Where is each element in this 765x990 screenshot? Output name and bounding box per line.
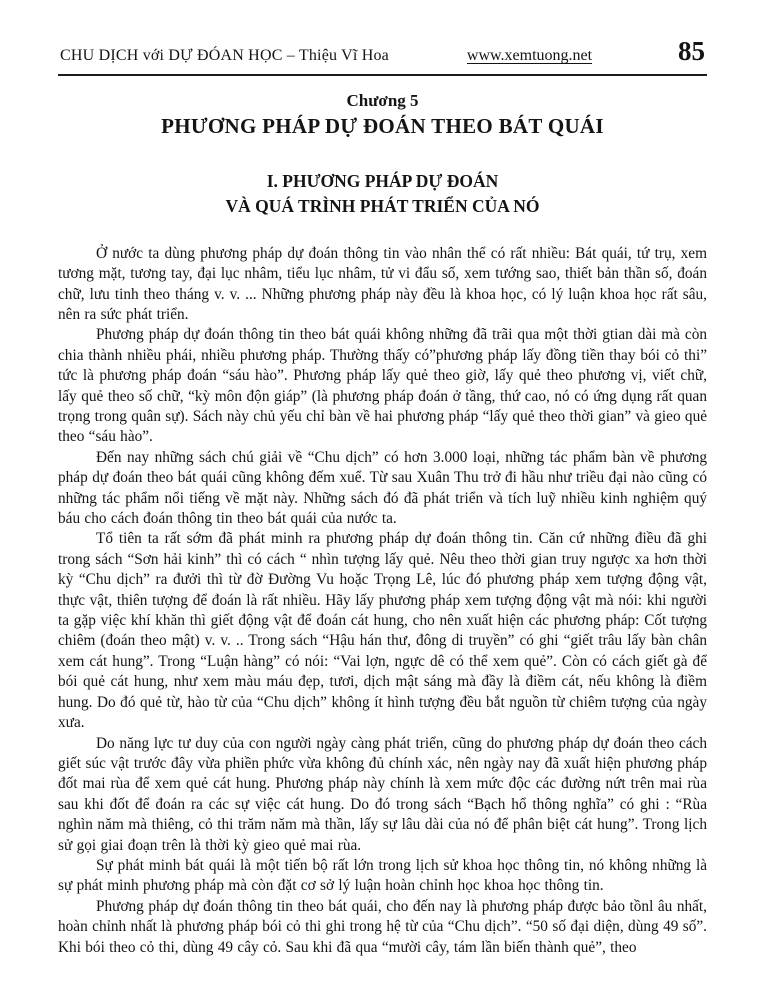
body-text [58,244,707,958]
page-header [58,38,707,65]
section-title-line2: VÀ QUÁ TRÌNH PHÁT TRIỂN CỦA NÓ [225,196,540,217]
paragraph: Đến nay những sách chú giải về “Chu dịch” có hơn 3.000 loại, những tác phẩm bàn về phương pháp dự đoán theo bát quái cũng không đếm xuể. Từ sau Xuân Thu trở đi hầu như triều đại nào cũng có những tác phẩm nổi tiếng về mặt này. Những sách đó đã phát triển và tích luỹ nhiều kinh nghiệm quý báu cho cách đoán thông tin theo bát quái của nước ta. [58,448,707,528]
chapter-label: Chương 5 [346,91,419,110]
paragraph: Ở nước ta dùng phương pháp dự đoán thông tin vào nhân thể có rất nhiều: Bát quái, tứ trụ, xem tương mặt, tương tay, đại lục nhâm, tiểu lục nhâm, tử vi đẩu số, xem tướng sao, thiết bản thần số, đoán chữ, lưu tinh theo tháng v. v. ... Những phương pháp này đều là khoa học, có lý luận khoa học rất sâu, nên ra sức phát triển. [58,244,707,323]
chapter-title: PHƯƠNG PHÁP DỰ ĐOÁN THEO BÁT QUÁI [161,114,604,138]
page-number: 85 [677,36,705,66]
header-rule [58,74,707,76]
paragraph: Tổ tiên ta rất sớm đã phát minh ra phương pháp dự đoán thông tin. Căn cứ những điều đã ghi trong sách “Sơn hải kinh” thì có cách “ nhìn tượng lấy quẻ. Nêu theo thời gian truy ngược xa hơn thời kỳ “Chu dịch” ra đưởi thì từ đờ Đường Vu hoặc Trọng Lê, lúc đó phương pháp xem tượng động vật, thực vật, thiên tượng để đoán là rất nhiều. Hãy lấy phương pháp xem tượng động vật mà nói: khi người ta gặp việc khí khăn thì giết động vật để đoán cát hung, cho nên xuất hiện các phương pháp: Cốt tượng chiêm (đoán theo mật) v. v. .. Trong sách “Hậu hán thư, đông di truyền” có ghi “giết trâu lấy bàn chân xem cát hung”. Trong “Luận hàng” có nói: “Vai lợn, ngực dê có thể xem quẻ”. Còn có cách giết gà để bói quẻ cát hung, như xem màu máu đẹp, tươi, dịch mật sáng mà đầy là điềm cát, nếu không là điềm hung. Do đó quẻ từ, hào từ của “Chu dịch” không ít hình tượng đều bắt nguồn từ chiêm tượng của ngày xưa. [58,530,707,732]
paragraph: Sự phát minh bát quái là một tiến bộ rất lớn trong lịch sử khoa học thông tin, nó không những là sự phát minh phương pháp mà còn đặt cơ sở lý luận hoàn chỉnh học khoa học thông tin. [58,856,707,895]
book-title: CHU DỊCH với DỰ ĐÓAN HỌC – Thiệu Vĩ Hoa [60,47,389,64]
paragraph: Phương pháp dự đoán thông tin theo bát quái, cho đến nay là phương pháp được bảo tồnl âu nhất, hoàn chỉnh nhất là phương pháp bói cỏ thi ghi trong hệ từ của “Chu dịch”. “50 số đại diện, dùng 49 số”. Khi bói theo cỏ thi, dùng 49 cây cỏ. Sau khi đã qua “mười cây, tám lần biến thành quẻ”, theo [58,897,707,956]
site-link[interactable]: www.xemtuong.net [466,47,593,64]
section-title [58,169,707,220]
paragraph: Phương pháp dự đoán thông tin theo bát quái không những đã trãi qua một thời gtian dài mà còn chia thành nhiều phái, nhiều phương pháp. Thường thấy có”phương pháp lấy đồng tiền thay bói cỏ thi” tức là phương pháp đoán “sáu hào”. Phương pháp lấy quẻ theo giờ, lấy quẻ theo phương vị, viết chữ, lấy quẻ theo số chữ, “kỳ môn độn giáp” (là phương pháp đoán ở tầng, thứ cao, nó có ứng dụng rất quan trọng trong quân sự). Sách này chủ yếu chỉ bàn về hai phương pháp “lấy quẻ theo thời gian” và gieo quẻ theo “sáu hào”. [58,326,708,446]
paragraph: Do năng lực tư duy của con người ngày càng phát triển, cũng do phương pháp dự đoán theo cách giết súc vật trước đây vừa phiền phức vừa không đủ chính xác, nên ngày nay đã xuất hiện phương pháp đốt mai rùa để xem quẻ cát hung. Phương pháp này chính là xem mức độc các đường nứt trên mai rùa sau khi đốt để đoán ra các sự việc cát hung. Do đó trong sách “Bạch hổ thông nghĩa” có ghi : “Rùa nghìn năm mà thiêng, cỏ thi trăm năm mà thần, lấy sự lâu dài của nó để phân biệt cát hung”. Trong lịch sử gọi giai đoạn trên là thời kỳ gieo quẻ mai rùa. [58,734,707,854]
section-title-line1: I. PHƯƠNG PHÁP DỰ ĐOÁN [266,171,499,191]
